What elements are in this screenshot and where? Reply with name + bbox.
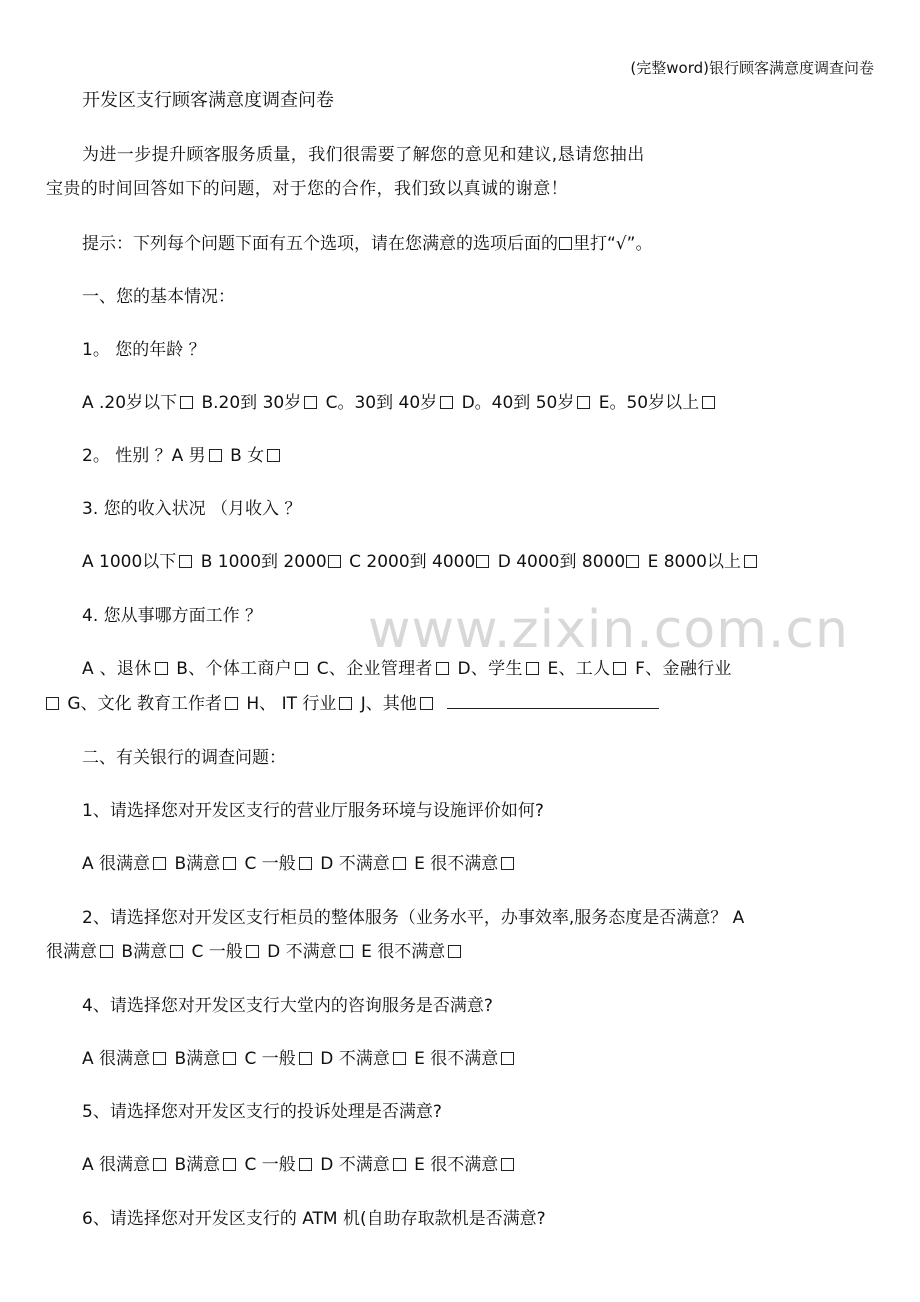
- checkbox[interactable]: [340, 945, 353, 958]
- checkbox[interactable]: [744, 555, 757, 568]
- option-label: B满意: [174, 1049, 221, 1069]
- checkbox[interactable]: [299, 1158, 312, 1171]
- option-label: D、学生: [457, 659, 523, 679]
- intro-line-1: 为进一步提升顾客服务质量，我们很需要了解您的意见和建议,恳请您抽出: [82, 145, 645, 165]
- option-label: E 很不满意: [414, 1049, 499, 1069]
- hint-suffix: 里打“√”。: [573, 234, 653, 254]
- option-label: G、文化 教育工作者: [67, 694, 222, 714]
- option-label: D 不满意: [320, 1155, 390, 1175]
- option-label: B满意: [121, 942, 168, 962]
- option-label: E 很不满意: [361, 942, 446, 962]
- hint: [82, 233, 652, 255]
- checkbox[interactable]: [501, 1158, 514, 1171]
- option-label: A 很满意: [82, 1049, 151, 1069]
- checkbox[interactable]: [100, 945, 113, 958]
- option-label: C 一般: [191, 942, 243, 962]
- checkbox[interactable]: [299, 857, 312, 870]
- checkbox[interactable]: [170, 945, 183, 958]
- q2-line: [82, 445, 283, 467]
- checkbox[interactable]: [225, 697, 238, 710]
- option-label: E 很不满意: [414, 1155, 499, 1175]
- intro-line-2: 宝贵的时间回答如下的问题，对于您的合作，我们致以真诚的谢意！: [46, 179, 568, 199]
- option-label: C 一般: [244, 1155, 296, 1175]
- option-label: D 不满意: [267, 942, 337, 962]
- checkbox[interactable]: [328, 555, 341, 568]
- option-label: A 很满意: [82, 1155, 151, 1175]
- checkbox[interactable]: [393, 1158, 406, 1171]
- option-label: D。40到 50岁: [461, 393, 575, 413]
- option-label: C 一般: [244, 854, 296, 874]
- s2-q6-text: 6、请选择您对开发区支行的 ATM 机(自助存取款机是否满意?: [82, 1209, 546, 1229]
- q1-text: 1。 您的年龄 ？: [82, 340, 206, 360]
- checkbox[interactable]: [420, 697, 433, 710]
- checkbox[interactable]: [295, 662, 308, 675]
- hint-text: 提示：下列每个问题下面有五个选项，请在您满意的选项后面的: [82, 234, 558, 254]
- option-label: A 1000以下: [82, 552, 177, 572]
- option-label: B.20到 30岁: [201, 393, 302, 413]
- checkbox[interactable]: [223, 1158, 236, 1171]
- option-label: B 女: [230, 446, 265, 466]
- checkbox[interactable]: [436, 662, 449, 675]
- q2-text: 2。 性别 ？A 男: [82, 446, 206, 466]
- checkbox[interactable]: [153, 1052, 166, 1065]
- checkbox[interactable]: [577, 396, 590, 409]
- q3-text: 3. 您的收入状况 （月收入 ？: [82, 499, 302, 519]
- option-label: H、 IT 行业: [246, 694, 337, 714]
- checkbox[interactable]: [153, 1158, 166, 1171]
- checkbox[interactable]: [209, 449, 222, 462]
- checkbox[interactable]: [440, 396, 453, 409]
- option-label: C 一般: [244, 1049, 296, 1069]
- checkbox[interactable]: [393, 857, 406, 870]
- option-label: E。50岁以上: [598, 393, 700, 413]
- option-label: A .20岁以下: [82, 393, 178, 413]
- checkbox[interactable]: [613, 662, 626, 675]
- option-label: D 4000到 8000: [497, 552, 626, 572]
- checkbox[interactable]: [223, 1052, 236, 1065]
- q4-options-line1: [82, 658, 732, 680]
- checkbox[interactable]: [299, 1052, 312, 1065]
- checkbox[interactable]: [448, 945, 461, 958]
- s2-q1-options: [82, 853, 517, 875]
- checkbox[interactable]: [339, 697, 352, 710]
- checkbox[interactable]: [476, 555, 489, 568]
- s2-q4-text: 4、请选择您对开发区支行大堂内的咨询服务是否满意?: [82, 996, 493, 1016]
- watermark: www.zixin.com.cn: [368, 600, 849, 660]
- checkbox[interactable]: [180, 396, 193, 409]
- checkbox[interactable]: [179, 555, 192, 568]
- q4-options-line2: [46, 693, 659, 715]
- section1-title: 一、您的基本情况：: [82, 287, 235, 307]
- option-label: E、工人: [547, 659, 611, 679]
- option-label: 很满意: [46, 942, 97, 962]
- s2-q1-text: 1、请选择您对开发区支行的营业厅服务环境与设施评价如何?: [82, 801, 544, 821]
- s2-q2-text: 2、请选择您对开发区支行柜员的整体服务（业务水平，办事效率,服务态度是否满意？ A: [82, 908, 745, 928]
- option-label: C。30到 40岁: [325, 393, 438, 413]
- checkbox[interactable]: [267, 449, 280, 462]
- option-label: C 2000到 4000: [349, 552, 476, 572]
- checkbox[interactable]: [304, 396, 317, 409]
- checkbox[interactable]: [501, 857, 514, 870]
- option-label: F、金融行业: [635, 659, 732, 679]
- q3-options: [82, 551, 760, 573]
- option-label: A 、退休: [82, 659, 152, 679]
- q1-options: [82, 392, 718, 414]
- option-label: E 很不满意: [414, 854, 499, 874]
- option-label: D 不满意: [320, 854, 390, 874]
- document-title: 开发区支行顾客满意度调查问卷: [82, 90, 334, 111]
- checkbox[interactable]: [626, 555, 639, 568]
- running-header: (完整word)银行顾客满意度调查问卷: [630, 59, 874, 77]
- other-fill-in-blank[interactable]: [447, 693, 659, 709]
- option-label: C、企业管理者: [316, 659, 433, 679]
- checkbox[interactable]: [526, 662, 539, 675]
- s2-q5-options: [82, 1154, 517, 1176]
- s2-q2-options: [46, 941, 464, 963]
- option-label: B满意: [174, 1155, 221, 1175]
- option-label: J、其他: [360, 694, 417, 714]
- option-label: E 8000以上: [647, 552, 741, 572]
- section2-title: 二、有关银行的调查问题：: [82, 748, 286, 768]
- checkbox[interactable]: [46, 697, 59, 710]
- option-label: B 1000到 2000: [200, 552, 327, 572]
- s2-q4-options: [82, 1048, 517, 1070]
- option-label: A 很满意: [82, 854, 151, 874]
- checkbox[interactable]: [702, 396, 715, 409]
- q4-text: 4. 您从事哪方面工作 ？: [82, 606, 263, 626]
- checkbox[interactable]: [153, 857, 166, 870]
- checkbox[interactable]: [155, 662, 168, 675]
- checkbox[interactable]: [393, 1052, 406, 1065]
- checkbox[interactable]: [501, 1052, 514, 1065]
- option-label: D 不满意: [320, 1049, 390, 1069]
- checkbox[interactable]: [246, 945, 259, 958]
- option-label: B满意: [174, 854, 221, 874]
- option-label: B、个体工商户: [176, 659, 293, 679]
- checkbox-icon: [559, 237, 572, 250]
- s2-q5-text: 5、请选择您对开发区支行的投诉处理是否满意?: [82, 1102, 442, 1122]
- checkbox[interactable]: [223, 857, 236, 870]
